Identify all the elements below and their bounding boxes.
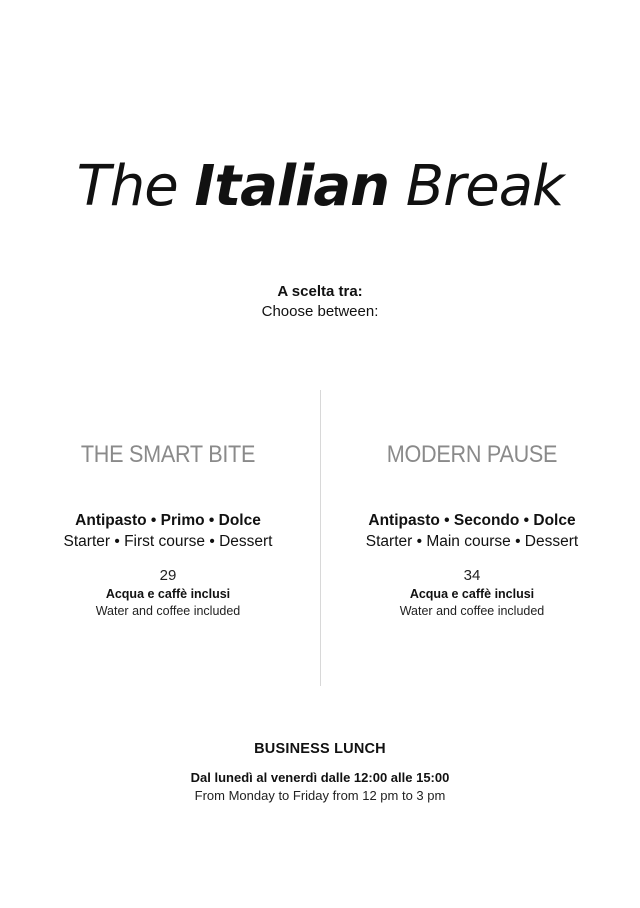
title-italian: Italian [194,154,389,219]
menu-smart-bite [8,436,328,620]
choose-label-it: A scelta tra: [277,283,363,300]
menu-courses-en: Starter • First course • Dessert [63,533,273,550]
choose-label-en: Choose between: [261,303,379,320]
title-break: Break [405,154,564,219]
menu-name: MODERN PAUSE [386,441,558,468]
business-lunch-title: BUSINESS LUNCH [254,741,386,757]
choose-section [0,282,640,322]
menu-price: 34 [463,567,481,584]
business-lunch-section [0,738,640,805]
menu-included-en: Water and coffee included [95,604,241,618]
menu-included-en: Water and coffee included [399,604,545,618]
menu-courses-it: Antipasto • Secondo • Dolce [368,512,576,529]
page-title [0,150,640,224]
menu-price: 29 [159,567,177,584]
title-the: The [76,154,178,219]
business-hours-it: Dal lunedì al venerdì dalle 12:00 alle 15:00 [190,770,450,785]
menu-included-it: Acqua e caffè inclusi [409,587,535,601]
menu-modern-pause [312,436,632,620]
menu-name: THE SMART BITE [80,441,256,468]
menu-courses-en: Starter • Main course • Dessert [365,533,579,550]
menu-included-it: Acqua e caffè inclusi [105,587,231,601]
business-hours-en: From Monday to Friday from 12 pm to 3 pm [194,788,446,803]
menu-courses-it: Antipasto • Primo • Dolce [75,512,261,529]
